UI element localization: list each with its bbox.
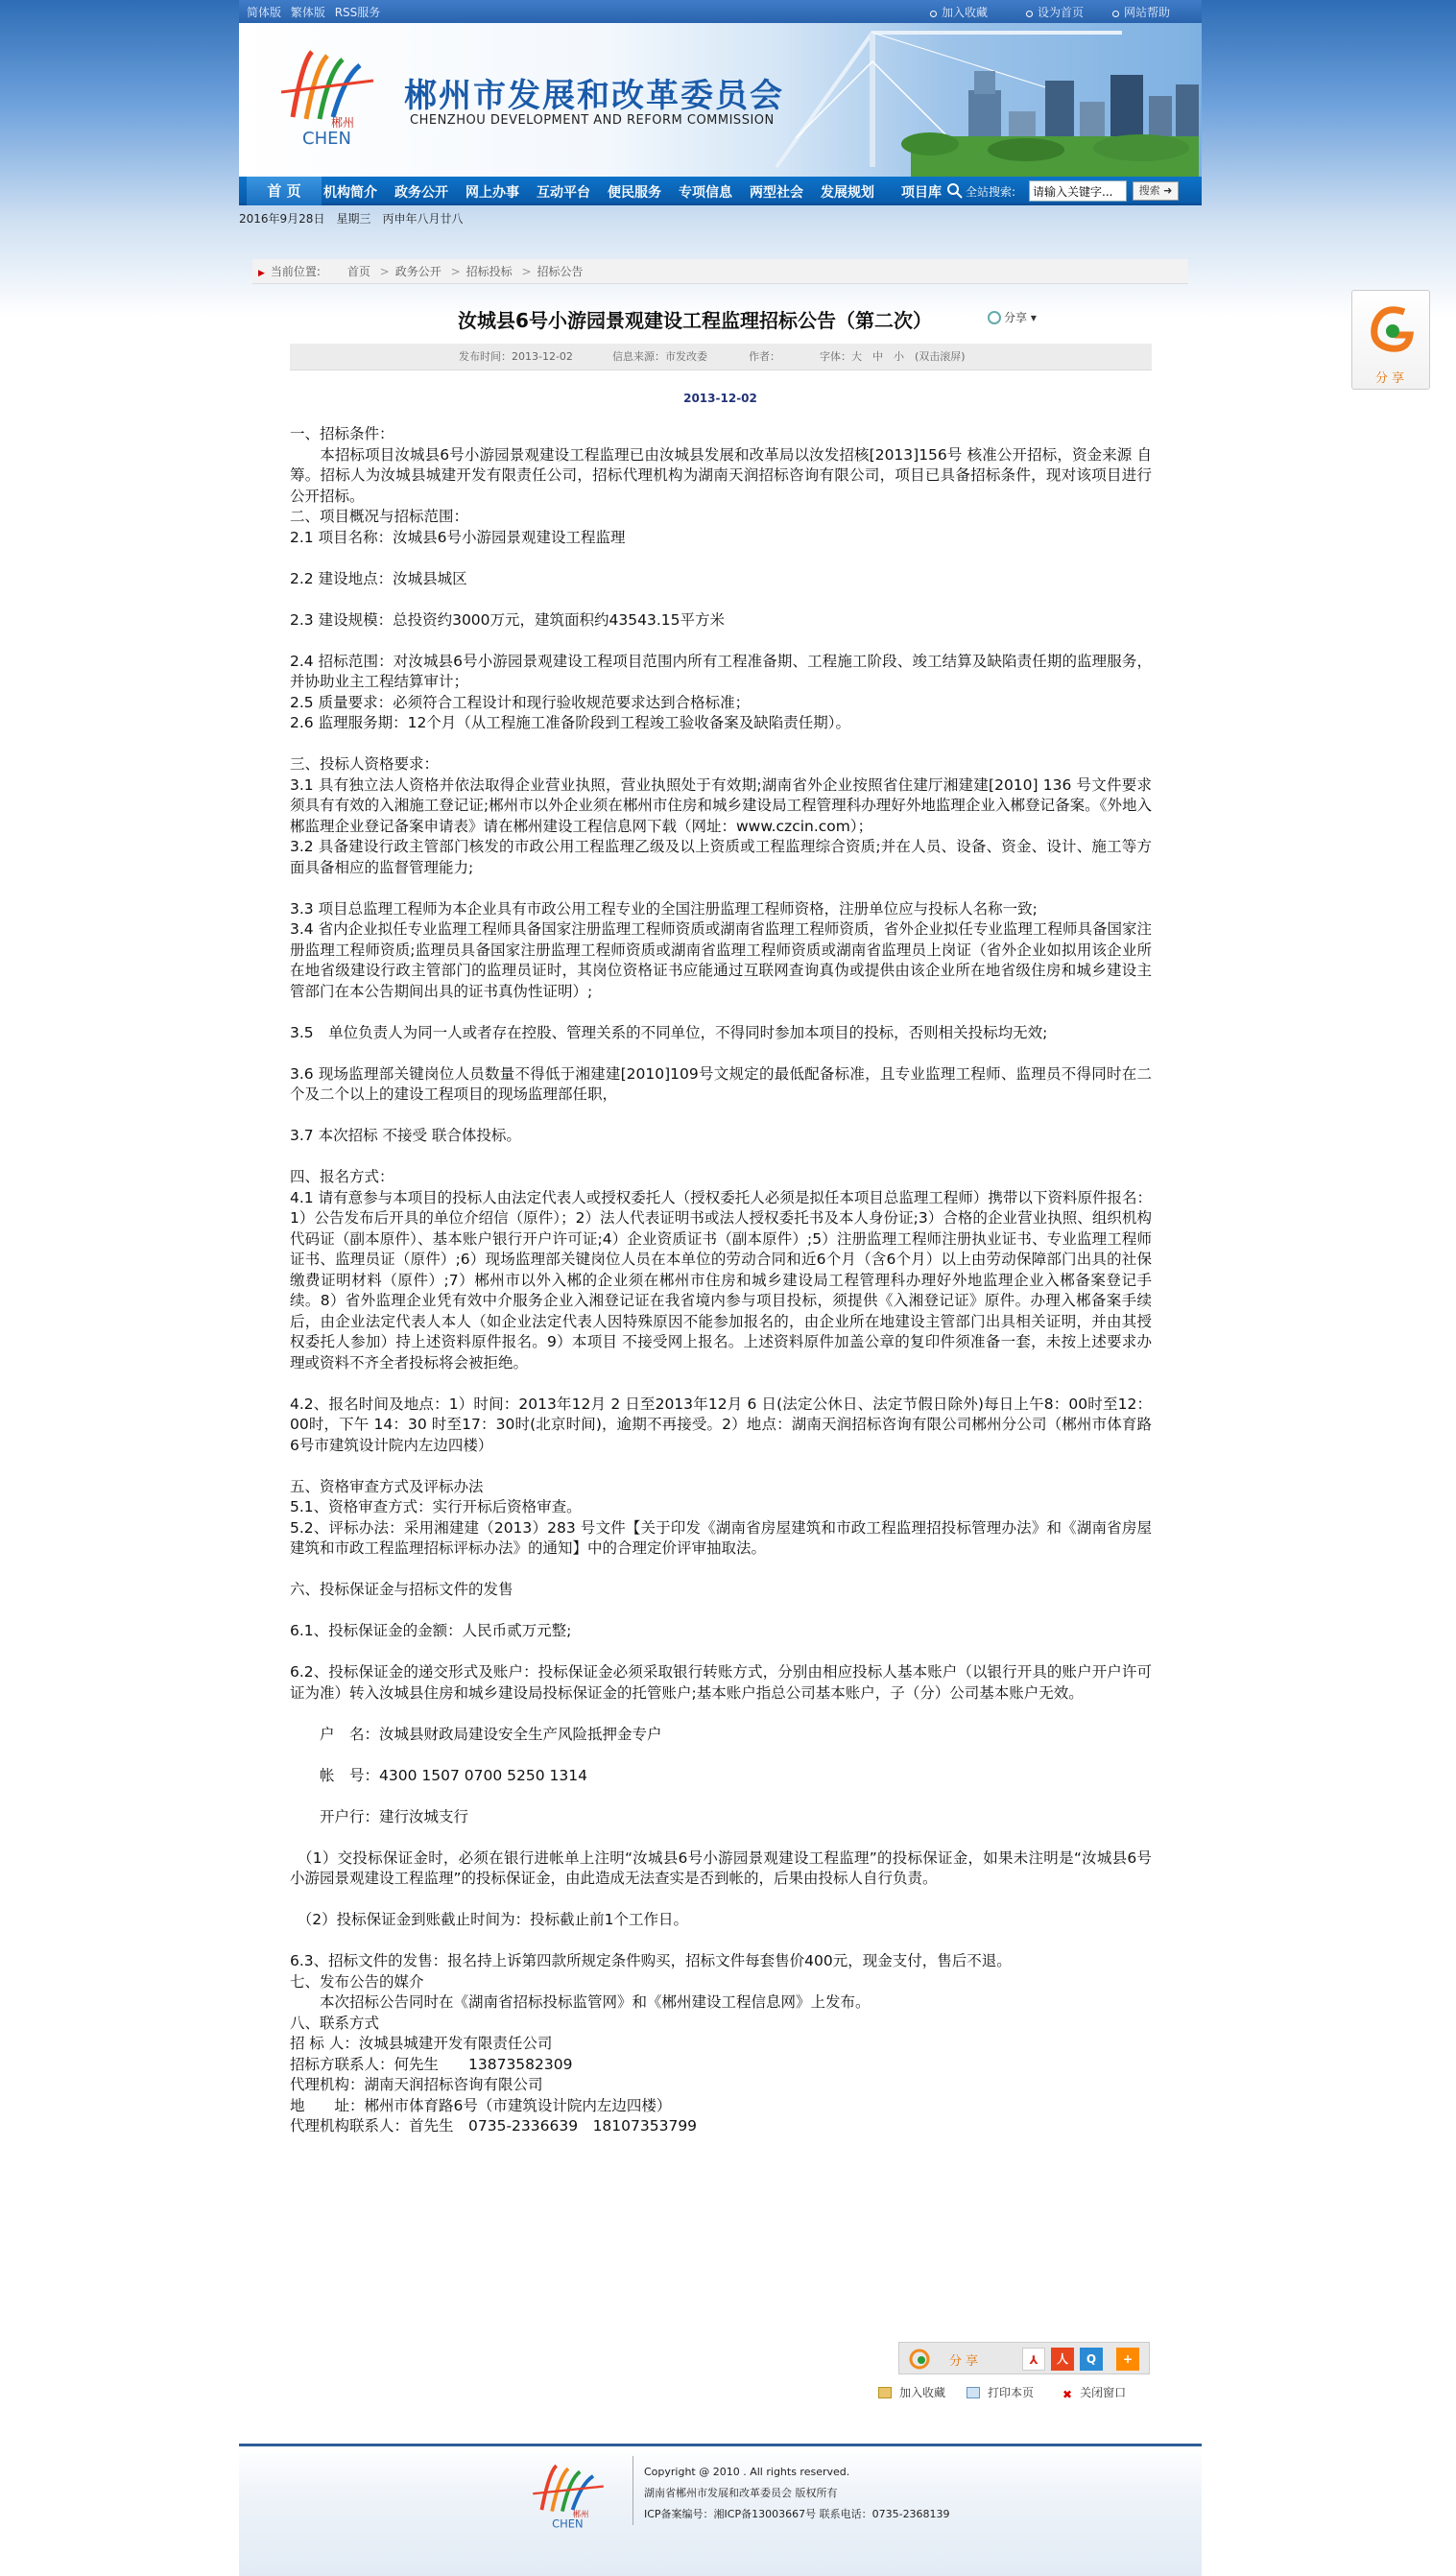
blank-line (290, 1002, 1152, 1023)
article-paragraph: 户 名：汝城县财政局建设安全生产风险抵押金专户 (290, 1725, 662, 1743)
article-paragraph: 6.1、投标保证金的金额：人民币贰万元整; (290, 1622, 572, 1639)
blank-line (290, 1560, 1152, 1581)
article-paragraph: 5.1、资格审查方式：实行开标后资格审查。 (290, 1498, 582, 1515)
article-paragraph: 5.2、评标办法：采用湘建建（2013）283 号文件【关于印发《湖南省房屋建筑和市政工程监理招投标管理办法》和《湖南省房屋建筑和市政工程监理招标评标办法》的通知】中的合理定价评审抽取法。 (290, 1518, 1152, 1557)
folder-icon (878, 2387, 892, 2398)
blank-line (290, 1704, 1152, 1725)
article-paragraph: 开户行：建行汝城支行 (290, 1807, 469, 1825)
article-paragraph: 3.1 具有独立法人资格并依法取得企业营业执照，营业执照处于有效期;湖南省外企业按照省住建厅湘建建[2010] 136 号文件要求须具有有效的入湘施工登记证;郴州市以外企业须在郴州市住房和城乡建设局工程管理科办理好外地监理企业入郴登记备案。《外地入郴监理企业登记备案申请表》请在郴州建设工程信息网下载（网址：www.czcin.com）； (290, 775, 1152, 835)
article-paragraph: 4.1 请有意参与本项目的投标人由法定代表人或授权委托人（授权委托人必须是拟任本项目总监理工程师）携带以下资料原件报名：1）公告发布后开具的单位介绍信（原件）；2）法人代表证明书或法人授权委托书及本人身份证;3）合格的企业营业执照、组织机构代码证（副本原件）、基本账户银行开户许可证;4）企业资质证书（副本原件）;5）注册监理工程师注册执业证书、专业监理工程师证书、监理员证（原件）;6）现场监理部关键岗位人员在本单位的劳动合同和近6个月（含6个月）以上由劳动保障部门出具的社保缴费证明材料（原件）;7）郴州市以外入郴的企业须在郴州市住房和城乡建设局工程管理科办理好外地监理企业入郴备案登记手续。8）省外监理企业凭有效中介服务企业入湘登记证在我省境内参与项目投标，须提供《入湘登记证》原件。办理入郴备案手续后，由企业法定代表人本人（如企业法定代表人因特殊原因不能参加报名的，由企业所在地建设主管部门出具相关证明，并由其授权委托人参加）持上述资料原件报名。9）本项目 不接受网上报名。上述资料原件加盖公章的复印件须准备一套，未按上述要求办理或资料不齐全者投标将会被拒绝。 (290, 1188, 1152, 1371)
article-paragraph: 2.5 质量要求：必须符合工程设计和现行验收规范要求达到合格标准； (290, 693, 751, 711)
set-homepage-link[interactable]: 设为首页 (1026, 4, 1084, 20)
article-paragraph: 代理机构联系人：首先生 0735-2336639 18107353799 (290, 2117, 698, 2135)
article-paragraph: （2）投标保证金到账截止时间为：投标截止前1个工作日。 (290, 1911, 688, 1928)
article-paragraph: 招标方联系人：何先生 13873582309 (290, 2055, 573, 2073)
article-paragraph: 2.3 建设规模：总投资约3000万元，建筑面积约43543.15平方米 (290, 610, 725, 629)
article-paragraph: 代理机构：湖南天润招标咨询有限公司 (290, 2076, 543, 2093)
blank-line (290, 1043, 1152, 1064)
qq-zone-icon[interactable]: Q (1080, 2348, 1103, 2371)
nav-item-online-service[interactable]: 网上办事 (465, 185, 519, 201)
blank-line (290, 1931, 1152, 1952)
meta-pubtime: 发布时间：2013-12-02 (459, 350, 573, 363)
add-favorite-bottom-link[interactable]: 加入收藏 (878, 2384, 945, 2400)
city-skyline-image (738, 23, 1202, 177)
blank-line (290, 1601, 1152, 1622)
article-paragraph: 3.2 具备建设行政主管部门核发的市政公用工程监理乙级及以上资质或工程监理综合资质;并在人员、设备、资金、设计、施工等方面具备相应的监督管理能力; (290, 838, 1152, 876)
blank-line (290, 878, 1152, 899)
blank-line (290, 1890, 1152, 1911)
breadcrumb-home[interactable]: 首页 (346, 265, 370, 278)
meta-font-size[interactable]: 字体：大 中 小 (双击滚屏) (820, 350, 966, 363)
footer-org: 湖南省郴州市发展和改革委员会 版权所有 (644, 2487, 838, 2499)
triangle-icon: ▶ (258, 269, 265, 278)
blank-line (290, 589, 1152, 610)
share-icon (988, 311, 1001, 324)
footer-text (644, 2462, 950, 2525)
article-paragraph: 3.5 单位负责人为同一人或者存在控股、管理关系的不同单位，不得同时参加本项目的投标，否则相关投标均无效; (290, 1023, 1048, 1041)
svg-text:郴州: 郴州 (572, 2509, 589, 2519)
site-subtitle: CHENZHOU DEVELOPMENT AND REFORM COMMISSION (410, 113, 775, 128)
share-logo-icon (1366, 300, 1418, 360)
blank-line (290, 1745, 1152, 1766)
svg-text:CHEN: CHEN (552, 2516, 584, 2529)
renren-icon[interactable]: 人 (1051, 2348, 1074, 2371)
nav-item-interaction[interactable]: 互动平台 (537, 185, 590, 201)
blank-line (290, 734, 1152, 755)
article-paragraph: 2.6 监理服务期：12个月（从工程施工准备阶段到工程竣工验收备案及缺陷责任期）。 (290, 714, 851, 731)
article-paragraph: 2.1 项目名称：汝城县6号小游园景观建设工程监理 (290, 528, 626, 546)
breadcrumb-gov-affairs[interactable]: 政务公开 (394, 265, 442, 278)
share-logo-icon (909, 2349, 930, 2370)
floating-share-label: 分享 (1374, 371, 1408, 386)
nav-home[interactable]: 首 页 (247, 177, 322, 205)
nav-item-development-plan[interactable]: 发展规划 (821, 185, 874, 201)
date-line: 2016年9月28日 星期三 丙申年八月廿八 (239, 212, 464, 226)
article-paragraph: 3.7 本次招标 不接受 联合体投标。 (290, 1127, 521, 1144)
article-paragraph: 一、招标条件： (290, 425, 394, 442)
article-paragraph: 2.4 招标范围：对汝城县6号小游园景观建设工程项目范围内所有工程准备期、工程施工阶段、竣工结算及缺陷责任期的监理服务，并协助业主工程结算审计； (290, 652, 1152, 690)
blank-line (290, 1786, 1152, 1807)
close-icon: ✖ (1062, 2388, 1073, 2401)
share-bar (898, 2342, 1150, 2374)
article-body (290, 424, 1152, 2137)
article-meta (290, 344, 1152, 370)
search-button[interactable]: 搜索 ➜ (1133, 181, 1179, 201)
main-nav (239, 177, 1202, 205)
article-paragraph: 3.3 项目总监理工程师为本企业具有市政公用工程专业的全国注册监理工程师资格，注册单位应与投标人名称一致; (290, 899, 1038, 918)
article-title: 汝城县6号小游园景观建设工程监理招标公告（第二次） (458, 309, 932, 332)
breadcrumb-tender-notice[interactable]: 招标公告 (537, 265, 584, 278)
article-paragraph: 4.2、报名时间及地点：1）时间：2013年12月 2 日至2013年12月 6 日(法定公休日、法定节假日除外)每日上午8：00时至12：00时，下午 14：30 时至17：30时(北京时间)，逾期不再接受。2）地点：湖南天润招标咨询有限公司郴州分公司（郴州市体育路6号市建筑设计院内左边四楼） (290, 1395, 1152, 1454)
svg-text:郴州: 郴州 (331, 116, 355, 130)
share-bar-label[interactable]: 分享 (949, 2354, 983, 2369)
footer-icp: ICP备案编号：湘ICP备13003667号 联系电话：0735-2368139 (644, 2508, 950, 2520)
footer (239, 2444, 1202, 2576)
blank-line (290, 631, 1152, 652)
blank-line (290, 548, 1152, 569)
footer-logo (527, 2460, 609, 2529)
blank-line (290, 1147, 1152, 1168)
article-paragraph: 三、投标人资格要求： (290, 755, 440, 773)
article-paragraph: 地 址：郴州市体育路6号（市建筑设计院内左边四楼） (290, 2096, 672, 2114)
breadcrumb: ▶ 当前位置: 首页 > 政务公开 > 招标投标 > 招标公告 (252, 259, 1188, 284)
article-paragraph: 本次招标公告同时在《湖南省招标投标监管网》和《郴州建设工程信息网》上发布。 (290, 1993, 871, 2011)
nav-item-gov-affairs[interactable]: 政务公开 (394, 185, 448, 201)
circle-icon (1026, 11, 1033, 17)
search-input[interactable] (1029, 180, 1127, 202)
add-favorite-top-link[interactable]: 加入收藏 (930, 4, 988, 20)
share-dropdown[interactable]: 分享 ▾ (988, 309, 1037, 325)
article-paragraph: 6.2、投标保证金的递交形式及账户：投标保证金必须采取银行转账方式，分别由相应投标人基本账户（以银行开具的账户开户许可证为准）转入汝城县住房和城乡建设局投标保证金的托管账户;基本账户指总公司基本账户，子（分）公司基本账户无效。 (290, 1663, 1152, 1702)
top-bar (239, 0, 1202, 23)
article-paragraph: 本招标项目汝城县6号小游园景观建设工程监理已由汝城县发展和改革局以汝发招核[2013]156号 核准公开招标，资金来源 自筹。招标人为汝城县城建开发有限责任公司，招标代理机构为湖南天润招标咨询有限公司，项目已具备招标条件，现对该项目进行公开招标。 (290, 445, 1152, 505)
traditional-link[interactable]: 繁体版 (290, 6, 325, 19)
nav-item-special-info[interactable]: 专项信息 (679, 185, 732, 201)
meta-source: 信息来源：市发改委 (612, 350, 707, 363)
article-paragraph: 八、联系方式 (290, 2014, 380, 2032)
nav-item-convenience[interactable]: 便民服务 (608, 185, 661, 201)
publish-date: 2013-12-02 (683, 392, 757, 405)
circle-icon (1112, 11, 1119, 17)
article-paragraph: 6.3、招标文件的发售：报名持上诉第四款所规定条件购买，招标文件每套售价400元，现金支付，售后不退。 (290, 1952, 1012, 1969)
header-banner (239, 23, 1202, 177)
print-icon (967, 2387, 980, 2398)
more-icon[interactable]: + (1116, 2348, 1139, 2371)
breadcrumb-label: 当前位置: (270, 265, 321, 278)
floating-share-button[interactable] (1351, 290, 1430, 390)
language-links (247, 4, 386, 20)
article-paragraph: 3.4 省内企业拟任专业监理工程师具备国家注册监理工程师资质或湖南省监理工程师资质，省外企业拟任专业监理工程师具备国家注册监理工程师资质;监理员具备国家注册监理工程师资质或湖南省监理工程师资质或湖南省监理员上岗证（省外企业如拟用该企业所在地省级建设行政主管部门的监理员证时，其岗位资格证书应能通过互联网查询真伪或提供由该企业所在地省级住房和城乡建设主管部门在本公告期间出具的证书真伪性证明）; (290, 920, 1152, 1000)
page-wrapper (239, 0, 1202, 2576)
circle-icon (930, 11, 937, 17)
nav-item-project-library[interactable]: 项目库 (901, 185, 942, 201)
article-paragraph: 七、发布公告的媒介 (290, 1972, 424, 1991)
chenzhou-logo[interactable] (274, 42, 381, 148)
blank-line (290, 1106, 1152, 1127)
svg-text:CHEN: CHEN (302, 129, 351, 148)
help-link[interactable]: 网站帮助 (1112, 4, 1170, 20)
article-paragraph: 招 标 人：汝城县城建开发有限责任公司 (290, 2035, 553, 2052)
blank-line (290, 1827, 1152, 1849)
print-link[interactable]: 打印本页 (967, 2384, 1034, 2400)
article-paragraph: （1）交投标保证金时，必须在银行进帐单上注明“汝城县6号小游园景观建设工程监理”的投标保证金，如果未注明是“汝城县6号小游园景观建设工程监理”的投标保证金，由此造成无法查实是否到帐的，后果由投标人自行负责。 (290, 1849, 1152, 1887)
article-paragraph: 2.2 建设地点：汝城县城区 (290, 569, 467, 587)
article-paragraph: 二、项目概况与招标范围： (290, 508, 469, 525)
search-label: 全站搜索: (966, 185, 1016, 199)
rss-link[interactable]: RSS服务 (334, 6, 381, 19)
article-paragraph: 3.6 现场监理部关键岗位人员数量不得低于湘建建[2010]109号文规定的最低配备标准，且专业监理工程师、监理员不得同时在二个及二个以上的建设工程项目的现场监理部任职， (290, 1064, 1152, 1103)
site-title: 郴州市发展和改革委员会 (404, 77, 784, 115)
article-paragraph: 五、资格审查方式及评标办法 (290, 1477, 484, 1495)
blank-line (290, 1456, 1152, 1477)
simplified-link[interactable]: 简体版 (247, 6, 282, 19)
footer-copyright: Copyright @ 2010 . All rights reserved. (644, 2466, 850, 2478)
close-window-link[interactable]: ✖ 关闭窗口 (1062, 2386, 1127, 2401)
search-icon (946, 182, 964, 200)
blank-line (290, 1642, 1152, 1663)
blank-line (290, 1373, 1152, 1395)
nav-item-two-type-society[interactable]: 两型社会 (750, 185, 803, 201)
article-paragraph: 六、投标保证金与招标文件的发售 (290, 1581, 513, 1598)
breadcrumb-bidding[interactable]: 招标投标 (465, 265, 513, 278)
pdf-icon[interactable]: ⅄ (1022, 2348, 1045, 2371)
article-paragraph: 帐 号：4300 1507 0700 5250 1314 (290, 1766, 587, 1784)
meta-author: 作者： (749, 350, 780, 363)
article-paragraph: 四、报名方式： (290, 1168, 394, 1185)
nav-item-about[interactable]: 机构简介 (323, 185, 377, 201)
